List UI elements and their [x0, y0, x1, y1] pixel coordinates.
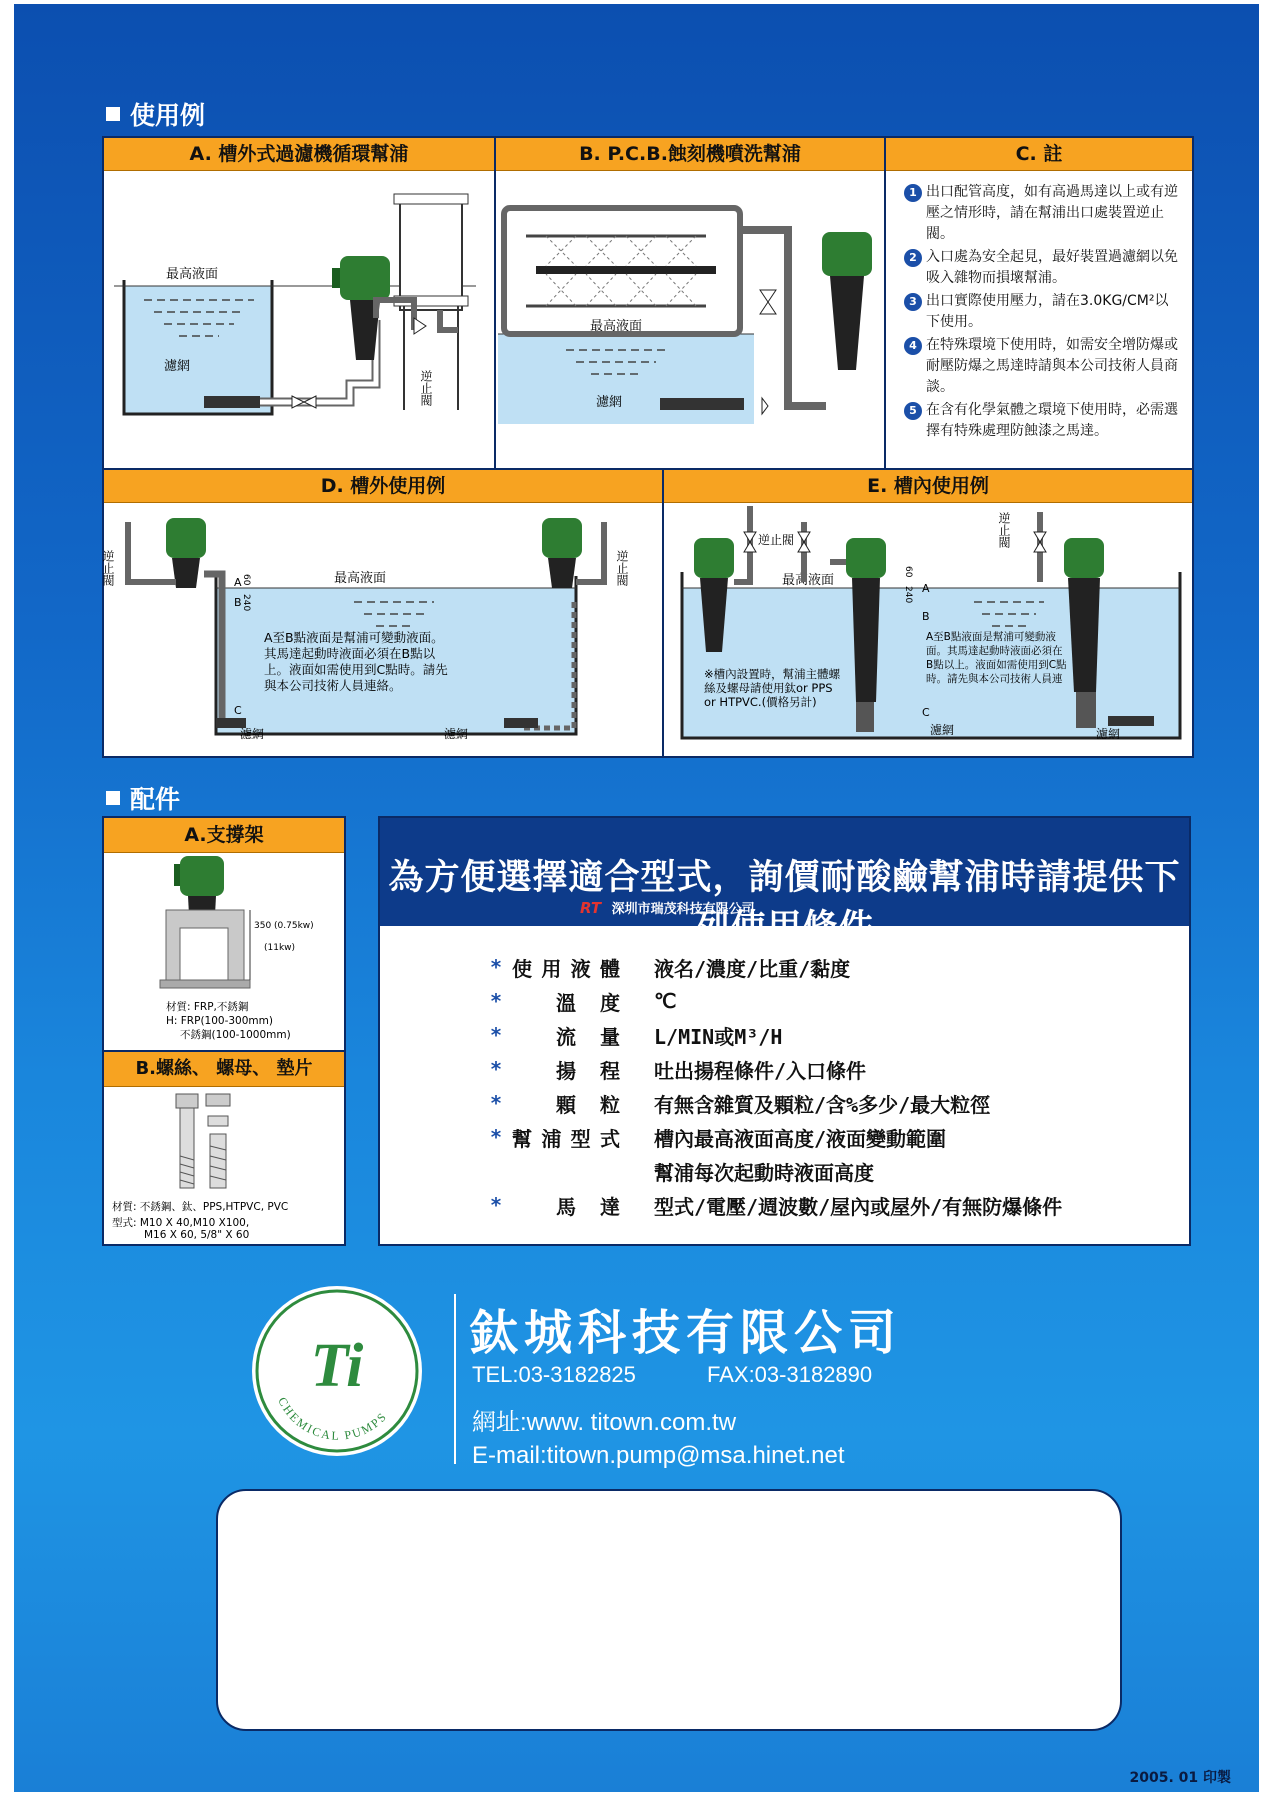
dim-label: 240: [241, 594, 251, 612]
star-icon: *: [490, 989, 503, 1013]
condition-value: ℃: [654, 989, 677, 1013]
condition-value: 型式/電壓/週波數/屋內或屋外/有無防爆條件: [654, 1194, 1063, 1219]
bolts-material: 材質: 不銹鋼、鈦、PPS,HTPVC, PVC: [112, 1201, 289, 1213]
external-filter-loop-diagram: [104, 170, 494, 468]
panel-c: [884, 136, 1194, 470]
filter-label-right: 濾網: [444, 727, 469, 741]
note-item: [904, 335, 1178, 398]
company-name: 鈦城科技有限公司: [470, 1305, 903, 1361]
logo-ring-text: CHEMICAL PUMPS: [275, 1394, 391, 1443]
condition-value: 幫浦每次起動時液面高度: [654, 1160, 874, 1185]
bolt-head: [176, 1094, 198, 1108]
stand-dim-075: 350 (0.75kw): [254, 921, 314, 931]
note-line: A至B點液面是幫浦可變動液面。: [264, 630, 444, 645]
filter-mesh: [204, 396, 260, 408]
panel-e-diagram: [664, 502, 1192, 756]
condition-label: 馬達: [556, 1194, 620, 1219]
condition-label: 顆粒: [556, 1092, 620, 1117]
point-c-label: C: [922, 706, 930, 719]
condition-row: [490, 1154, 1169, 1188]
bullet-square-icon: [106, 107, 120, 121]
pump-body-left: [172, 558, 200, 588]
note-line: 與本公司技術人員連絡。: [264, 678, 402, 693]
note-text: 在特殊環境下使用時，如需安全增防爆或耐壓防爆之馬達時請與本公司技術人員商談。: [926, 337, 1178, 395]
note-line: ※槽內設置時，幫浦主體螺: [704, 667, 841, 681]
usage-title-text: 使用例: [130, 101, 206, 130]
tank-water: [124, 286, 272, 414]
condition-label: 幫浦型式: [512, 1126, 620, 1151]
condition-row: [490, 1086, 1169, 1120]
bolt-shank: [180, 1108, 194, 1188]
panel-b-header: B. P.C.B.蝕刻機噴洗幫浦: [496, 138, 884, 171]
bolts-type-line: M16 X 60, 5/8" X 60: [144, 1229, 250, 1241]
stand-material-line: 不銹鋼(100-1000mm): [180, 1029, 291, 1041]
note-line: A至B點液面是幫浦可變動液: [926, 631, 1056, 643]
condition-row: [490, 950, 1169, 984]
note-number: 4: [904, 337, 922, 355]
condition-value: L/MIN或M³/H: [654, 1024, 783, 1049]
in-tank-usage-diagram: [664, 502, 1192, 756]
stand-material-line: H: FRP(100-300mm): [166, 1015, 273, 1027]
notes-list: [904, 182, 1178, 444]
note-number: 1: [904, 184, 922, 202]
filter-label: 濾網: [164, 359, 191, 374]
dim-label: 60: [903, 566, 913, 578]
condition-value: 吐出揚程條件/入口條件: [654, 1058, 867, 1083]
max-level-label: 最高液面: [166, 267, 219, 282]
note-line: 絲及螺母請使用鈦or PPS: [704, 681, 833, 695]
point-b-label: B: [234, 596, 242, 609]
filter-label-right: 濾網: [1096, 727, 1121, 741]
check-valve-label: 逆止閥: [419, 370, 433, 406]
watermark-text: 深圳市瑞茂科技有限公司: [611, 902, 755, 917]
watermark-mark: RT: [580, 899, 602, 917]
bolts-header: B.螺絲、 螺母、 墊片: [104, 1052, 344, 1087]
note-line: 時。請先與本公司技術人員連: [926, 673, 1063, 685]
point-a-label: A: [234, 576, 242, 589]
washer: [208, 1116, 228, 1126]
usage-section-title: [106, 96, 205, 132]
pump-motor-right: [542, 518, 582, 558]
stand-dim-11: (11kw): [264, 943, 296, 953]
condition-label: 流量: [556, 1024, 620, 1049]
stand-material-line: 材質: FRP,不銹鋼: [166, 1001, 249, 1013]
company-divider: [454, 1294, 456, 1464]
bullet-square-icon: [106, 791, 120, 805]
note-text: 出口實際使用壓力，請在3.0KG/CM²以下使用。: [926, 293, 1169, 330]
condition-row: [490, 1188, 1169, 1222]
dim-label: 60: [241, 574, 251, 586]
panel-a-diagram: [104, 170, 494, 468]
note-line: 其馬達起動時液面必須在B點以: [264, 646, 436, 661]
pump-motor-2: [846, 538, 886, 578]
conditions-list: [490, 950, 1169, 1222]
condition-value: 槽內最高液面高度/液面變動範圍: [654, 1126, 947, 1151]
note-item: [904, 291, 1178, 333]
bolts-diagram: [104, 1086, 344, 1244]
note-text: 在含有化學氣體之環境下使用時，必需選擇有特殊處理防蝕漆之馬達。: [926, 402, 1178, 439]
ti-logo-icon: [252, 1286, 422, 1456]
star-icon: *: [490, 1091, 503, 1115]
company-website: 網址:www. titown.com.tw: [472, 1409, 737, 1436]
company-email: E-mail:titown.pump@msa.hinet.net: [472, 1442, 845, 1469]
condition-value: 有無含雜質及顆粒/含%多少/最大粒徑: [654, 1092, 991, 1117]
panel-d: [102, 468, 664, 758]
pump-motor-3: [1064, 538, 1104, 578]
valve-icon: [760, 290, 776, 302]
filter-label: 濾網: [930, 723, 955, 737]
star-icon: *: [490, 1023, 503, 1047]
conditions-title-bar: [380, 818, 1189, 948]
parts-section-title: [106, 780, 180, 816]
pump-body-right: [548, 558, 576, 588]
note-number: 2: [904, 249, 922, 267]
note-number: 5: [904, 402, 922, 420]
panel-a: [102, 136, 496, 470]
note-item: [904, 400, 1178, 442]
filter-label: 濾網: [596, 395, 623, 410]
filter-housing: [400, 200, 462, 310]
stand-panel: [102, 816, 346, 1052]
panel-e-header: E. 槽內使用例: [664, 470, 1192, 503]
company-fax: FAX:03-3182890: [707, 1362, 873, 1387]
tank-water: [216, 588, 576, 734]
check-valve-label: 逆止閥: [101, 550, 115, 586]
note-text: 出口配管高度，如有高過馬達以上或有逆壓之情形時，請在幫浦出口處裝置逆止閥。: [926, 184, 1178, 242]
parts-title-text: 配件: [130, 785, 181, 814]
panel-c-header: C. 註: [886, 138, 1192, 171]
inquiry-conditions-box: [378, 816, 1191, 1246]
condition-label: 揚程: [556, 1058, 620, 1083]
note-line: B點以上。液面如需使用到C點: [926, 659, 1067, 671]
filter-mesh: [660, 398, 744, 410]
panel-d-header: D. 槽外使用例: [104, 470, 662, 503]
conditions-title: 為方便選擇適合型式，詢價耐酸鹼幫浦時請提供下列使用條件: [388, 858, 1181, 948]
watermark: [580, 898, 755, 917]
check-valve-icon: [744, 532, 756, 542]
pcb-etching-diagram: [496, 170, 884, 468]
dim-label: 240: [903, 586, 913, 604]
note-number: 3: [904, 293, 922, 311]
max-level-label: 最高液面: [334, 571, 387, 586]
pcb-board: [536, 266, 716, 274]
condition-label: 使用液體: [512, 956, 620, 981]
note-line: 面。其馬達起動時液面必須在: [926, 645, 1063, 657]
condition-row: [490, 1120, 1169, 1154]
bolts-panel: [102, 1050, 346, 1246]
panel-b: [494, 136, 886, 470]
stand-diagram: [104, 852, 344, 1052]
point-b-label: B: [922, 610, 930, 623]
panel-b-diagram: [496, 170, 884, 468]
nut: [206, 1094, 230, 1106]
pump-motor-left: [166, 518, 206, 558]
pump-motor-1: [694, 538, 734, 578]
max-level-label: 最高液面: [590, 319, 643, 334]
max-level-label: 最高液面: [782, 573, 835, 588]
bolts-type-line: 型式: M10 X 40,M10 X100,: [112, 1217, 250, 1229]
tank-water: [498, 334, 754, 424]
panel-a-header: A. 槽外式過濾機循環幫浦: [104, 138, 494, 171]
condition-row: [490, 1018, 1169, 1052]
pump-body-2: [852, 578, 880, 702]
check-valve-label-right: 逆止閥: [615, 550, 629, 586]
condition-row: [490, 1052, 1169, 1086]
star-icon: *: [490, 1193, 503, 1217]
star-icon: *: [490, 1125, 503, 1149]
brochure-page: [14, 4, 1259, 1792]
check-valve-icon: [414, 318, 426, 334]
condition-label: 溫度: [556, 990, 620, 1015]
pump-body: [830, 276, 864, 370]
condition-value: 液名/濃度/比重/黏度: [654, 956, 851, 981]
check-valve-label: 逆止閥: [758, 533, 795, 547]
stand-header: A.支撐架: [104, 818, 344, 853]
note-line: or HTPVC.(價格另計): [704, 695, 817, 709]
point-a-label: A: [922, 582, 930, 595]
panel-e: [662, 468, 1194, 758]
print-date: 2005. 01 印製: [1129, 1770, 1231, 1786]
check-valve-label-right: 逆止閥: [997, 512, 1011, 548]
condition-row: [490, 984, 1169, 1018]
note-text: 入口處為安全起見，最好裝置過濾網以免吸入雜物而損壞幫浦。: [926, 249, 1178, 286]
pump-motor: [340, 256, 390, 300]
star-icon: *: [490, 1057, 503, 1081]
external-usage-diagram: [101, 502, 662, 756]
filter-label: 濾網: [240, 727, 265, 741]
star-icon: *: [490, 955, 503, 979]
pump-motor: [180, 856, 224, 896]
pump-motor: [822, 232, 872, 276]
company-tel: TEL:03-3182825: [472, 1362, 636, 1387]
point-c-label: C: [234, 704, 242, 717]
logo-letters: Ti: [310, 1332, 364, 1400]
panel-d-diagram: [101, 502, 662, 756]
company-logo: [252, 1286, 422, 1456]
dealer-stamp-box: [216, 1489, 1122, 1731]
note-item: [904, 247, 1178, 289]
note-item: [904, 182, 1178, 245]
note-line: 上。液面如需使用到C點時。請先: [264, 662, 448, 677]
